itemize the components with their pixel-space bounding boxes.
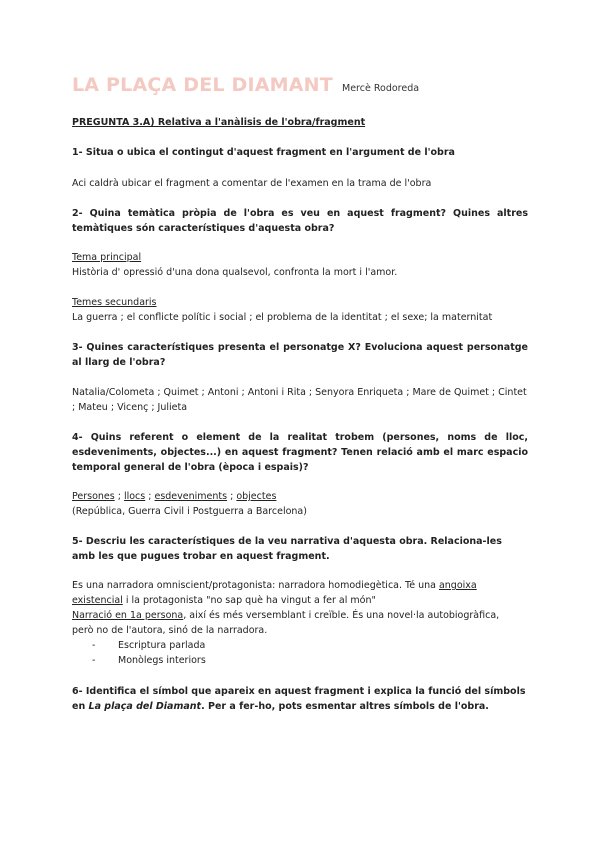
question-5: 5- Descriu les característiques de la veu narrativa d'aquesta obra. Relaciona-les amb les que pugues trobar en aquest fragment. — [72, 536, 502, 562]
tema-principal-text: Història d' opressió d'una dona qualsevol, confronta la mort i l'amor. — [72, 267, 398, 278]
answer-4-refs — [72, 489, 528, 504]
angoixa-term: angoixa — [438, 580, 477, 591]
question-3: 3- Quines característiques presenta el personatge X? Evoluciona aquest personatge al llarg de l'obra? — [72, 342, 528, 368]
tema-principal-label: Tema principal — [72, 252, 142, 263]
dash-bullet: - — [92, 640, 96, 651]
existencial-term: existencial — [72, 595, 123, 606]
list-item-text: Monòlegs interiors — [118, 655, 206, 666]
pregunta-heading: PREGUNTA 3.A) Relativa a l'anàlisis de l'obra/fragment — [72, 117, 366, 128]
answer-5-line-2 — [72, 593, 528, 608]
narracio-term: Narració en 1a persona — [72, 610, 184, 621]
answer-5-text: i la protagonista "no sap què ha vingut a fer al món" — [122, 595, 376, 606]
book-title: La plaça del Diamant — [88, 701, 202, 712]
question-6-text: 6- Identifica el símbol que apareix en aquest fragment i explica la funció del símbols — [72, 686, 526, 697]
question-2: 2- Quina temàtica pròpia de l'obra es veu en aquest fragment? Quines altres temàtiques són característiques d'aquesta obra? — [72, 208, 528, 234]
temes-secundaris-label: Temes secundaris — [72, 297, 157, 308]
dash-bullet: - — [92, 655, 96, 666]
question-6 — [72, 684, 528, 714]
answer-5-text: Es una narradora omniscient/protagonista: narradora homodiegètica. Té una — [72, 580, 439, 591]
question-1: 1- Situa o ubica el contingut d'aquest fragment en l'argument de l'obra — [72, 147, 455, 158]
list-item-text: Escriptura parlada — [118, 640, 206, 651]
answer-5-line-4: però no de l'autora, sinó de la narradora. — [72, 625, 268, 636]
document-title: LA PLAÇA DEL DIAMANT — [72, 74, 333, 96]
ref-sep: ; — [145, 491, 155, 502]
list-item — [92, 653, 206, 668]
narrative-features-list — [92, 638, 206, 668]
answer-5-line-3 — [72, 608, 528, 623]
answer-5-line-1 — [72, 578, 528, 593]
ref-llocs: llocs — [123, 491, 146, 502]
answer-4-context: (República, Guerra Civil i Postguerra a Barcelona) — [72, 506, 307, 517]
ref-esdeveniments: esdeveniments — [154, 491, 228, 502]
author-name: Mercè Rodoreda — [342, 83, 420, 94]
ref-sep: ; — [227, 491, 237, 502]
answer-3: Natalia/Colometa ; Quimet ; Antoni ; Antoni i Rita ; Senyora Enriqueta ; Mare de Quimet ; Cintet ; Mateu ; Vicenç ; Julieta — [72, 387, 527, 413]
document-header — [72, 74, 419, 96]
ref-objectes: objectes — [236, 491, 277, 502]
answer-5-text: , així és més versemblant i creïble. És una novel·la autobiogràfica, — [183, 610, 500, 621]
ref-persones: Persones — [72, 491, 115, 502]
answer-1: Aci caldrà ubicar el fragment a comentar de l'examen en la trama de l'obra — [72, 178, 432, 189]
question-6-text: en — [72, 701, 89, 712]
temes-secundaris-text: La guerra ; el conflicte polític i social ; el problema de la identitat ; el sexe; la maternitat — [72, 312, 493, 323]
question-4: 4- Quins referent o element de la realitat trobem (persones, noms de lloc, esdeveniments, objectes...) en aquest fragment? Tenen relació amb el marc espacio temporal general de l'obra (època i espais)? — [72, 432, 528, 473]
question-6-text: . Per a fer-ho, pots esmentar altres símbols de l'obra. — [201, 701, 489, 712]
list-item — [92, 638, 206, 653]
ref-sep: ; — [114, 491, 124, 502]
